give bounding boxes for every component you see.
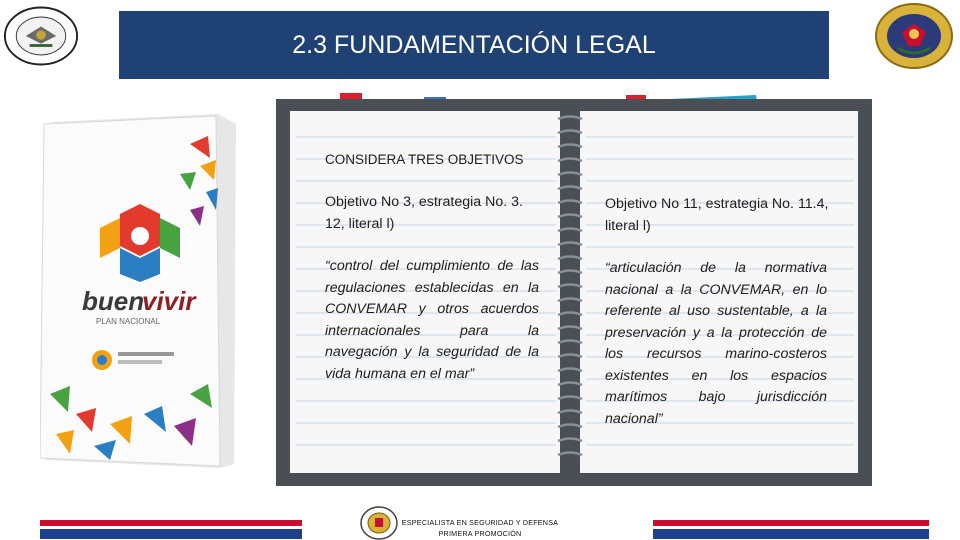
book-brand: buen — [82, 286, 145, 316]
footer-program: ESPECIALISTA EN SEGURIDAD Y DEFENSA — [401, 518, 559, 527]
slide-title: 2.3 FUNDAMENTACIÓN LEGAL — [292, 30, 656, 59]
svg-text:vivir: vivir — [142, 286, 196, 316]
armed-forces-joint-command-emblem-icon — [3, 4, 79, 68]
objectives-heading: CONSIDERA TRES OBJETIVOS — [325, 152, 524, 167]
objective-3-label: Objetivo No 3, estrategia No. 3. 12, literal l) — [325, 194, 523, 232]
footer-cohort: PRIMERA PROMOCIÓN — [438, 529, 522, 538]
objective-11-label: Objetivo No 11, estrategia No. 11.4, literal l) — [605, 196, 829, 234]
objective-11-quote: “articulación de la normativa nacional a la CONVEMAR, en lo referente al uso sustentable, a la preservación y a la protección de los recursos marino-costeros existentes en los espacios marítimos bajo jurisdicción nacional” — [605, 260, 827, 427]
slide-title-bar — [119, 11, 829, 79]
footer-stripe-right — [653, 520, 929, 539]
university-seal-icon — [359, 505, 399, 540]
buen-vivir-plan-book-icon — [40, 114, 236, 468]
objective-3-quote: “control del cumplimiento de las regulaciones establecidas en la CONVEMAR y otros acuerdos internacionales para la navegación y la seguridad de la vida humana en el mar” — [325, 258, 539, 382]
svg-text:PLAN NACIONAL: PLAN NACIONAL — [96, 317, 161, 326]
naval-academy-emblem-icon — [872, 2, 956, 70]
footer-stripe-left — [40, 520, 302, 539]
